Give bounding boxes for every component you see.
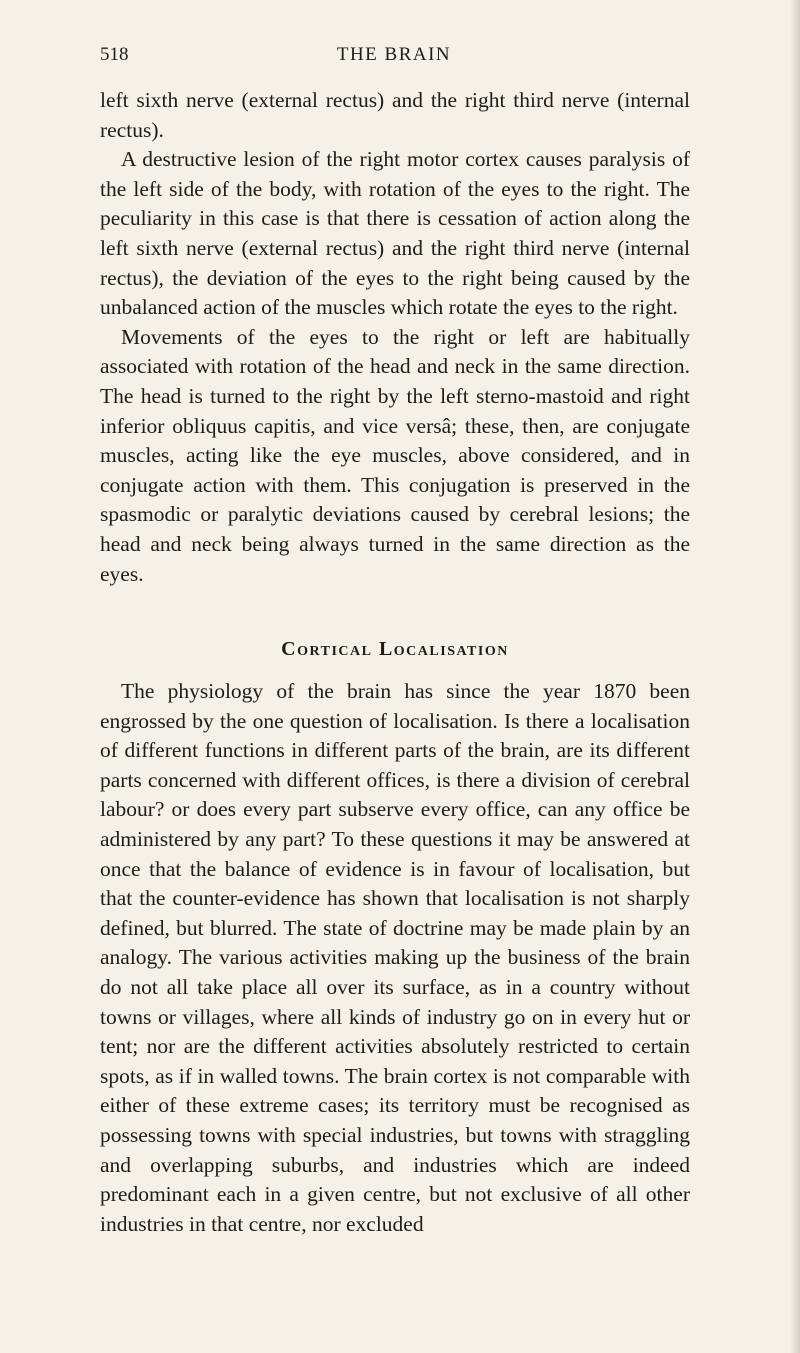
page-header <box>100 44 688 72</box>
section-heading: Cortical Localisation <box>281 638 509 661</box>
page-body <box>100 86 690 1239</box>
paragraph-destructive-lesion: A destructive lesion of the right motor cortex causes paralysis of the left side of the body, with rotation of the eyes to the right. The peculiarity in this case is that there is cessation of action along the left sixth nerve (external rectus) and the right third nerve (internal rectus), the deviation of the eyes to the right being caused by the unbalanced action of the muscles which rotate the eyes to the right. <box>100 147 690 320</box>
page-edge-shadow <box>790 0 800 1353</box>
paragraph-localisation: The physiology of the brain has since the year 1870 been engrossed by the one question of localisation. Is there a localisation of different functions in different parts of the brain, are its different parts concerned with different offices, is there a division of cerebral labour? or does every part subserve every office, can any office be administered by any part? To these questions it may be answered at once that the balance of evidence is in favour of localisation, but that the counter-evidence has shown that localisation is not sharply defined, but blurred. The state of doctrine may be made plain by an analogy. The various activities making up the business of the brain do not all take place all over its surface, as in a country without towns or villages, where all kinds of industry go on in every hut or tent; nor are the different activities absolutely restricted to certain spots, as if in walled towns. The brain cortex is not comparable with either of these extreme cases; its territory must be recognised as possessing towns with special industries, but towns with straggling and overlapping suburbs, and industries which are indeed predominant each in a given centre, but not exclusive of all other industries in that centre, nor excluded <box>100 679 690 1236</box>
running-head: THE BRAIN <box>336 44 452 65</box>
paragraph-continued: left sixth nerve (external rectus) and the right third nerve (internal rectus). <box>100 88 690 142</box>
page-number: 518 <box>100 44 129 65</box>
paragraph-eye-movements: Movements of the eyes to the right or left are habitually associated with rotation of the head and neck in the same direction. The head is turned to the right by the left sterno-mastoid and right inferior obliquus capitis, and vice versâ; these, then, are conjugate muscles, acting like the eye muscles, above considered, and in conjugate action with them. This conjugation is preserved in the spasmodic or paralytic deviations caused by cerebral lesions; the head and neck being always turned in the same direction as the eyes. <box>100 324 690 586</box>
